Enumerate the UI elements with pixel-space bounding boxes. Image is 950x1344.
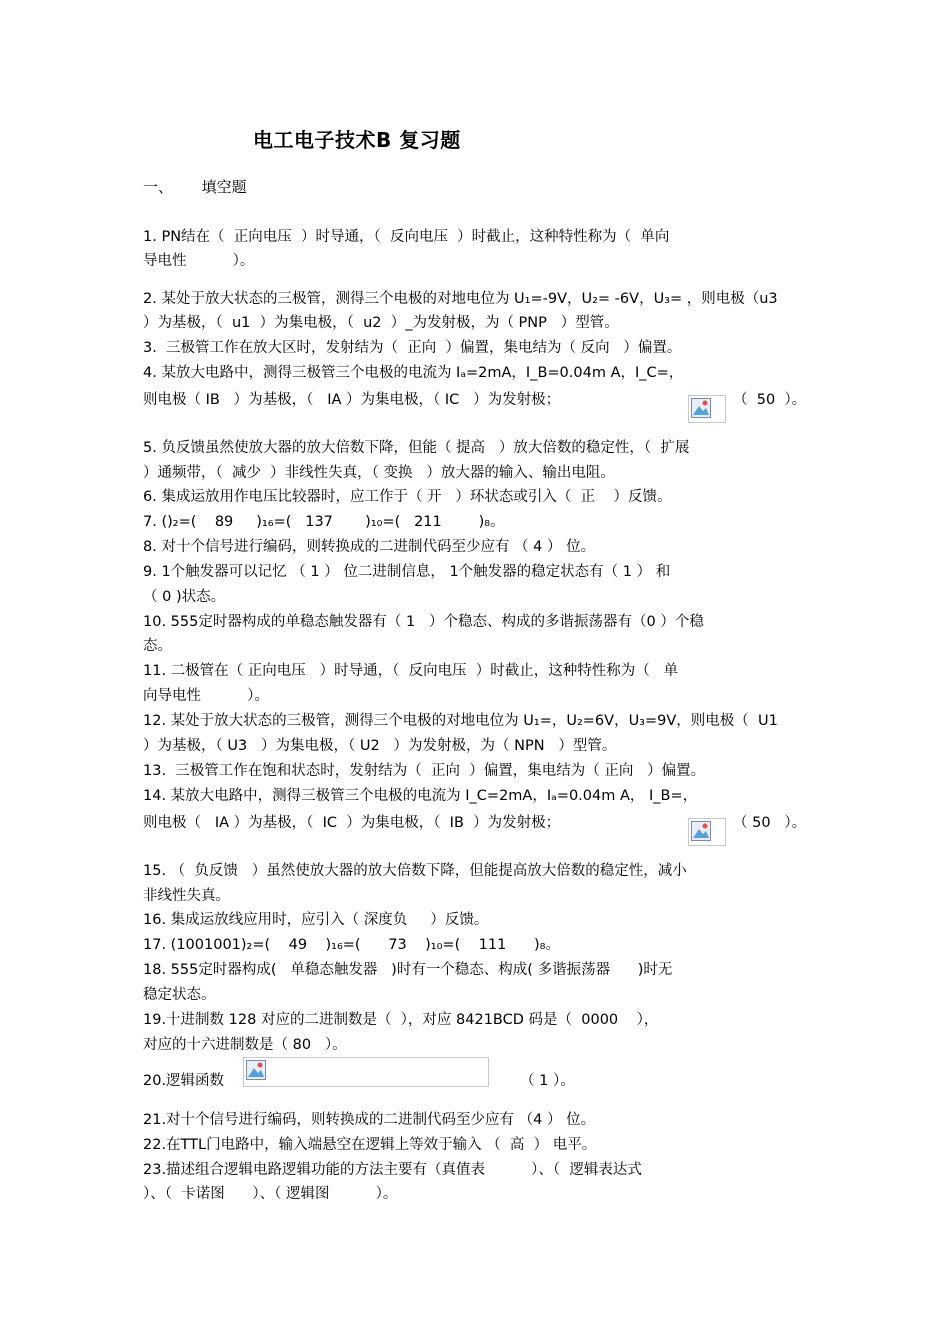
text-line: 4. 某放大电路中，测得三极管三个电极的电流为 Iₐ=2mA，I_B=0.04m A，I_C=， (143, 365, 684, 381)
text-line: 则电极（ IA ）为基极，（ IC ）为集电极，（ IB ）为发射极； (143, 815, 561, 831)
text-line: 向导电性 ）。 (143, 688, 269, 704)
text-line: 16. 集成运放线应用时，应引入（ 深度负 ）反馈。 (143, 912, 489, 928)
text-line: 22.在TTL门电路中，输入端悬空在逻辑上等效于输入 （ 高 ） 电平。 (143, 1137, 597, 1153)
text-line: （ 0 )状态。 (143, 589, 226, 605)
text-line: 21.对十个信号进行编码，则转换成的二进制代码至少应有 （4 ） 位。 (143, 1112, 596, 1128)
text-line: 17. (1001001)₂=( 49 )₁₆=( 73 )₁₀=( 111 )₈。 (143, 937, 560, 953)
text-line: 5. 负反馈虽然使放大器的放大倍数下降，但能（ 提高 ）放大倍数的稳定性，（ 扩展 (143, 440, 690, 456)
text-line: 2. 某处于放大状态的三极管，测得三个电极的对地电位为 U₁=-9V，U₂= -6V，U₃= ，则电极（u3 (143, 291, 778, 307)
formula-image-icon (243, 1057, 489, 1087)
text-line: 导电性 ）。 (143, 253, 255, 269)
text-line: ）、（ 卡诺图 ）、（ 逻辑图 ）。 (143, 1186, 398, 1202)
text-line: 7. ()₂=( 89 )₁₆=( 137 )₁₀=( 211 )₈。 (143, 514, 505, 530)
text-line: 8. 对十个信号进行编码，则转换成的二进制代码至少应有 （ 4 ） 位。 (143, 539, 596, 555)
text-line: 态。 (143, 638, 172, 654)
text-line: 11. 二极管在（ 正向电压 ）时导通，（ 反向电压 ）时截止，这种特性称为（ 单 (143, 663, 679, 679)
text-line: 13. 三极管工作在饱和状态时，发射结为（ 正向 ）偏置，集电结为（ 正向 ）偏置。 (143, 763, 706, 779)
text-line: 非线性失真。 (143, 888, 230, 904)
text-line: 3. 三极管工作在放大区时，发射结为（ 正向 ）偏置，集电结为（ 反向 ）偏置。 (143, 340, 682, 356)
text-line: 10. 555定时器构成的单稳态触发器有（ 1 ）个稳态、构成的多谐振荡器有（0 ）个稳 (143, 614, 704, 630)
broken-image-icon (688, 818, 726, 846)
page-title: 电工电子技术B 复习题 (253, 128, 461, 152)
text-line: （ 50 ）。 (733, 815, 807, 831)
text-line: 19.十进制数 128 对应的二进制数是（ ），对应 8421BCD 码是（ 0000 ）， (143, 1012, 659, 1028)
text-line: ）为基极，（ U3 ）为集电极，（ U2 ）为发射极，为（ NPN ）型管。 (143, 738, 617, 754)
broken-image-icon (688, 395, 726, 423)
text-line: 6. 集成运放用作电压比较器时，应工作于（ 开 ）环状态或引入（ 正 ）反馈。 (143, 489, 672, 505)
text-line: 18. 555定时器构成( 单稳态触发器 )时有一个稳态、构成( 多谐振荡器 )时无 (143, 962, 673, 978)
text-line: ）为基极，（ u1 ）为集电极，（ u2 ）_为发射极，为（ PNP ）型管。 (143, 315, 619, 331)
section-heading: 一、 填空题 (143, 178, 247, 196)
text-line: （ 1 ）。 (520, 1073, 575, 1089)
text-line: 12. 某处于放大状态的三极管，测得三个电极的对地电位为 U₁=，U₂=6V，U₃=9V，则电极（ U1 (143, 713, 778, 729)
text-line: 稳定状态。 (143, 987, 216, 1003)
text-line: 15. （ 负反馈 ）虽然使放大器的放大倍数下降，但能提高放大倍数的稳定性，减小 (143, 863, 687, 879)
text-line: 23.描述组合逻辑电路逻辑功能的方法主要有（真值表 ）、（ 逻辑表达式 (143, 1162, 642, 1178)
text-line: 则电极（ IB ）为基极，（ IA ）为集电极，（ IC ）为发射极； (143, 392, 561, 408)
text-line: 9. 1个触发器可以记忆 （ 1 ） 位二进制信息， 1个触发器的稳定状态有（ 1 ） 和 (143, 564, 671, 580)
text-line: 14. 某放大电路中，测得三极管三个电极的电流为 I_C=2mA，Iₐ=0.04m A， I_B=， (143, 788, 698, 804)
text-line: ）通频带，（ 减少 ）非线性失真，（ 变换 ）放大器的输入、输出电阻。 (143, 465, 615, 481)
text-line: 对应的十六进制数是（ 80 ）。 (143, 1037, 347, 1053)
text-line: 1. PN结在（ 正向电压 ）时导通，（ 反向电压 ）时截止，这种特性称为（ 单向 (143, 229, 670, 245)
text-line: 20.逻辑函数 (143, 1073, 225, 1089)
text-line: （ 50 ）。 (733, 392, 807, 408)
